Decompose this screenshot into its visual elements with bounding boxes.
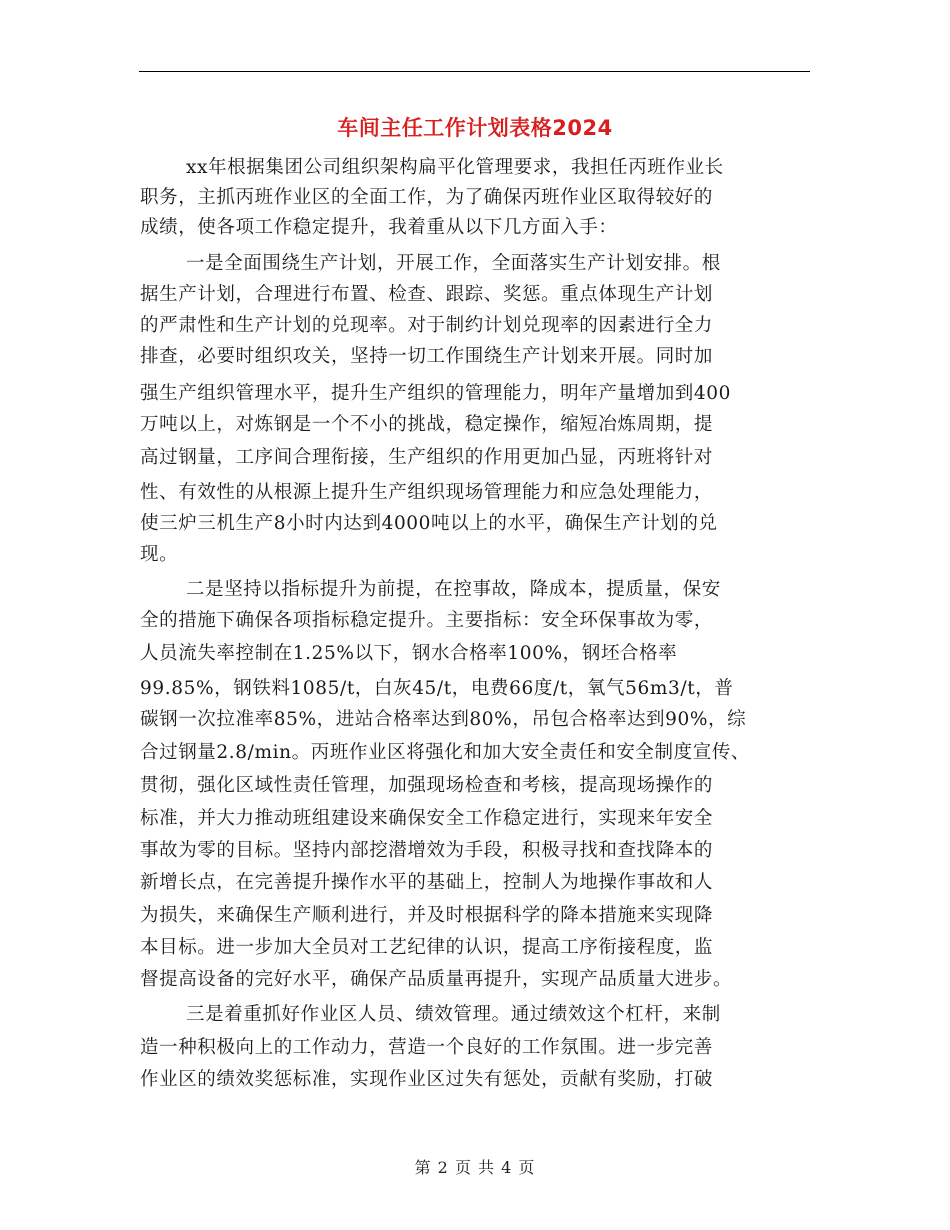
text-line: 造一种积极向上的工作动力，营造一个良好的工作氛围。进一步完善 [140, 1037, 714, 1058]
text-line: 合过钢量2.8/min。丙班作业区将强化和加大安全责任和安全制度宣传、 [140, 742, 751, 763]
text-line: 新增长点，在完善提升操作水平的基础上，控制人为地操作事故和人 [140, 872, 714, 893]
text-line: 作业区的绩效奖惩标准，实现作业区过失有惩处，贡献有奖励，打破 [140, 1069, 714, 1090]
text-line: 碳钢一次拉准率85%，进站合格率达到80%，吊包合格率达到90%，综 [140, 709, 747, 730]
text-line: 贯彻，强化区域性责任管理，加强现场检查和考核，提高现场操作的 [140, 775, 714, 796]
text-line: 的严肃性和生产计划的兑现率。对于制约计划兑现率的因素进行全力 [140, 315, 714, 336]
text-line: 高过钢量，工序间合理衔接，生产组织的作用更加凸显，丙班将针对 [140, 447, 714, 468]
text-line: 万吨以上，对炼钢是一个不小的挑战，稳定操作，缩短冶炼周期，提 [140, 414, 714, 435]
text-line: 使三炉三机生产8小时内达到4000吨以上的水平，确保生产计划的兑 [140, 513, 718, 534]
text-line: 现。 [140, 544, 179, 565]
text-line: 三是着重抓好作业区人员、绩效管理。通过绩效这个杠杆，来制 [186, 1004, 721, 1025]
text-line: 事故为零的目标。坚持内部挖潜增效为手段，积极寻找和查找降本的 [140, 840, 714, 861]
text-line: 人员流失率控制在1.25%以下，钢水合格率100%，钢坯合格率 [140, 643, 678, 664]
text-line: 为损失，来确保生产顺利进行，并及时根据科学的降本措施来实现降 [140, 905, 714, 926]
text-line: 职务，主抓丙班作业区的全面工作，为了确保丙班作业区取得较好的 [140, 187, 714, 208]
text-line: xx年根据集团公司组织架构扁平化管理要求，我担任丙班作业长 [186, 157, 724, 178]
text-line: 99.85%，钢铁料1085/t，白灰45/t，电费66度/t，氧气56m3/t，普 [140, 678, 734, 699]
text-line: 二是坚持以指标提升为前提，在控事故，降成本，提质量，保安 [186, 579, 721, 600]
document-title: 车间主任工作计划表格2024 [337, 116, 613, 140]
text-line: 标准，并大力推动班组建设来确保安全工作稳定进行，实现来年安全 [140, 808, 714, 829]
text-line: 成绩，使各项工作稳定提升，我着重从以下几方面入手： [140, 217, 618, 238]
text-line: 本目标。进一步加大全员对工艺纪律的认识，提高工序衔接程度，监 [140, 937, 714, 958]
page-number: 第 2 页 共 4 页 [414, 1158, 536, 1177]
text-line: 据生产计划，合理进行布置、检查、跟踪、奖惩。重点体现生产计划 [140, 284, 714, 305]
text-line: 排查，必要时组织攻关，坚持一切工作围绕生产计划来开展。同时加 [140, 346, 714, 367]
text-line: 督提高设备的完好水平，确保产品质量再提升，实现产品质量大进步。 [140, 969, 733, 990]
text-line: 全的措施下确保各项指标稳定提升。主要指标：安全环保事故为零， [140, 610, 714, 631]
text-line: 强生产组织管理水平，提升生产组织的管理能力，明年产量增加到400 [140, 383, 732, 404]
text-line: 性、有效性的从根源上提升生产组织现场管理能力和应急处理能力， [140, 482, 714, 503]
text-line: 一是全面围绕生产计划，开展工作，全面落实生产计划安排。根 [186, 253, 721, 274]
